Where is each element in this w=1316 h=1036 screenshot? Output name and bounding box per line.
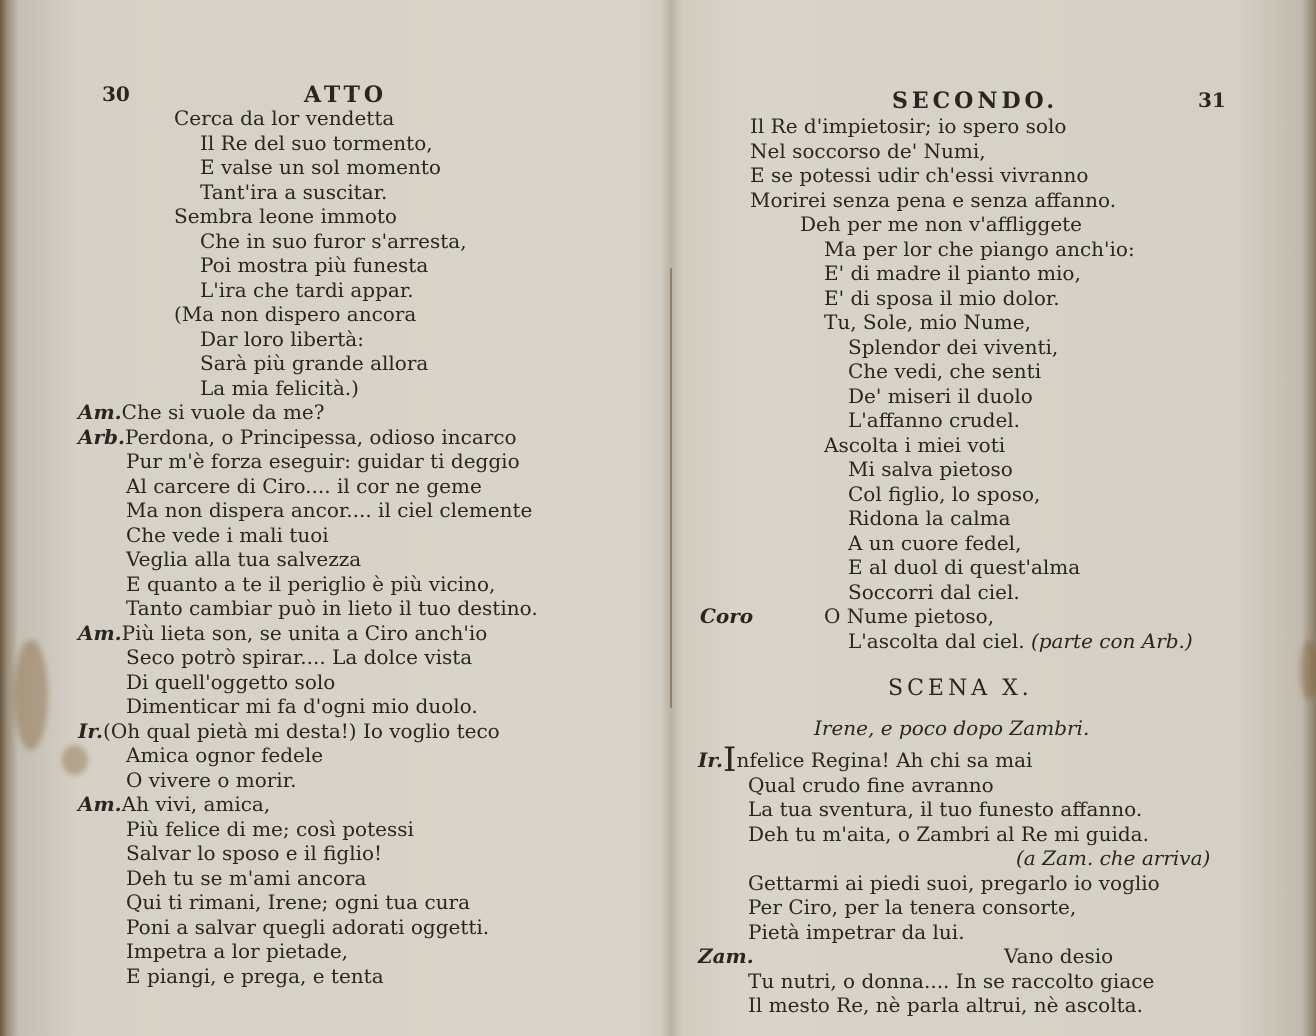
- verse-text: La tua sventura, il tuo funesto affanno.: [748, 797, 1143, 821]
- verse-text: Sembra leone immoto: [174, 204, 397, 228]
- verse-text: A un cuore fedel,: [848, 530, 1022, 555]
- verse-line: [78, 792, 270, 817]
- speaker-label: Ir.: [698, 748, 724, 772]
- speaker-label: Coro: [700, 604, 754, 628]
- verse-text: Che in suo furor s'arresta,: [200, 228, 467, 253]
- verse-text: Poni a salvar quegli adorati oggetti.: [126, 914, 490, 939]
- verse-line: [700, 604, 995, 629]
- verse-text: Salvar lo sposo e il figlio!: [126, 841, 383, 865]
- verse-text: Deh tu se m'ami ancora: [126, 865, 367, 890]
- verse-text: (Oh qual pietà mi desta!) Io voglio teco: [103, 718, 500, 743]
- verse-text: Amica ognor fedele: [126, 743, 324, 767]
- stage-direction: (parte con Arb.): [1024, 628, 1193, 653]
- scene-characters: Irene, e poco dopo Zambri.: [814, 716, 1090, 740]
- verse-text: Vano desio: [1004, 944, 1114, 968]
- verse-text: Mi salva pietoso: [848, 457, 1013, 481]
- right-page: [680, 0, 1316, 1036]
- verse-text: E se potessi udir ch'essi vivranno: [750, 163, 1089, 187]
- verse-text: Il Re d'impietosir; io spero solo: [750, 114, 1067, 138]
- verse-text: L'affanno crudel.: [848, 408, 1021, 432]
- page-number: 30: [102, 82, 130, 106]
- verse-text: Il Re del suo tormento,: [200, 130, 433, 155]
- verse-text: Dimenticar mi fa d'ogni mio duolo.: [126, 694, 478, 718]
- verse-text: Qual crudo fine avranno: [748, 772, 994, 797]
- verse-text: Qui ti rimani, Irene; ogni tua cura: [126, 890, 471, 914]
- verse-text: Veglia alla tua salvezza: [126, 547, 362, 571]
- verse-text: Gettarmi ai piedi suoi, pregarlo io voglio: [748, 870, 1160, 895]
- verse-text: E al duol di quest'alma: [848, 555, 1081, 579]
- speaker-label: Ir.: [78, 718, 104, 743]
- speaker-label: Am.: [78, 620, 122, 645]
- verse-text: Sarà più grande allora: [200, 351, 429, 375]
- verse-text: Poi mostra più funesta: [200, 253, 429, 277]
- verse-text: O vivere o morir.: [126, 767, 297, 792]
- verse-line: [698, 944, 1114, 969]
- stage-direction: (a Zam. che arriva): [1016, 846, 1211, 870]
- verse-text: Morirei senza pena e senza affanno.: [750, 187, 1117, 212]
- verse-text: Al carcere di Ciro.... il cor ne geme: [126, 473, 482, 498]
- verse-text: L'ascolta dal ciel. (parte con Arb.): [848, 628, 1193, 653]
- verse-text: Tant'ira a suscitar.: [200, 179, 388, 204]
- verse-text: Pur m'è forza eseguir: guidar ti deggio: [126, 449, 520, 473]
- verse-text: Splendor dei viventi,: [848, 334, 1059, 359]
- verse-line: [78, 719, 500, 744]
- verse-text: Cerca da lor vendetta: [174, 106, 395, 130]
- verse-text: Perdona, o Principessa, odioso incarco: [125, 424, 517, 449]
- verse-text: Ridona la calma: [848, 506, 1011, 530]
- verse-text: Di quell'oggetto solo: [126, 669, 336, 694]
- verse-text: O Nume pietoso,: [824, 604, 995, 628]
- verse-text: Ma non dispera ancor.... il ciel clemente: [126, 498, 533, 522]
- page-number: 31: [1198, 88, 1226, 112]
- verse-text: Impetra a lor pietade,: [126, 939, 349, 963]
- verse-line: [698, 740, 1033, 780]
- scene-title: SCENA X.: [888, 676, 1033, 701]
- verse-text: Deh tu m'aita, o Zambri al Re mi guida.: [748, 821, 1149, 846]
- verse-text: Tanto cambiar può in lieto il tuo destino.: [126, 596, 538, 620]
- running-head: ATTO: [304, 82, 387, 108]
- verse-text: Ascolta i miei voti: [824, 432, 1006, 457]
- verse-text: Più lieta son, se unita a Ciro anch'io: [121, 620, 488, 645]
- verse-text: Seco potrò spirar.... La dolce vista: [126, 645, 473, 669]
- verse-text: Per Ciro, per la tenera consorte,: [748, 895, 1077, 919]
- verse-text: Che vedi, che senti: [848, 359, 1042, 383]
- verse-text: Ma per lor che piango anch'io:: [824, 236, 1135, 261]
- verse-text: Ah vivi, amica,: [121, 792, 271, 816]
- verse-line: [78, 425, 517, 450]
- verse-line: [78, 400, 324, 425]
- verse-line: [78, 621, 487, 646]
- verse-text: Soccorri dal ciel.: [848, 579, 1020, 604]
- verse-text: E piangi, e prega, e tenta: [126, 963, 384, 988]
- speaker-label: Am.: [78, 400, 122, 424]
- verse-text: Infelice Regina! Ah chi sa mai: [723, 740, 1033, 780]
- verse-text: Che vede i mali tuoi: [126, 522, 329, 547]
- verse-text: Nel soccorso de' Numi,: [750, 138, 986, 163]
- verse-text: Pietà impetrar da lui.: [748, 919, 965, 944]
- verse-text: L'ira che tardi appar.: [200, 277, 414, 302]
- verse-text: E' di madre il pianto mio,: [824, 261, 1081, 285]
- verse-text: Il mesto Re, nè parla altrui, nè ascolta.: [748, 993, 1143, 1017]
- verse-text: Dar loro libertà:: [200, 326, 364, 351]
- verse-text: Che si vuole da me?: [121, 400, 325, 424]
- verse-text: De' miseri il duolo: [848, 383, 1033, 408]
- verse-text: Più felice di me; così potessi: [126, 816, 414, 841]
- verse-text: E valse un sol momento: [200, 155, 441, 179]
- drop-capital: I: [723, 740, 737, 780]
- verse-text: Tu nutri, o donna.... In se raccolto giace: [748, 968, 1155, 993]
- speaker-label: Zam.: [698, 944, 754, 968]
- speaker-label: Arb.: [78, 424, 126, 449]
- verse-text: E quanto a te il periglio è più vicino,: [126, 571, 496, 596]
- verse-text: E' di sposa il mio dolor.: [824, 285, 1060, 310]
- verse-text: La mia felicità.): [200, 375, 359, 400]
- verse-text: (Ma non dispero ancora: [174, 302, 417, 326]
- verse-text: Tu, Sole, mio Nume,: [824, 310, 1031, 334]
- running-head: SECONDO.: [892, 88, 1059, 114]
- speaker-label: Am.: [78, 792, 122, 816]
- verse-text: Deh per me non v'affliggete: [800, 212, 1083, 236]
- verse-text: Col figlio, lo sposo,: [848, 481, 1041, 506]
- verse-text: [1016, 846, 1210, 871]
- binding-thread: [670, 268, 672, 708]
